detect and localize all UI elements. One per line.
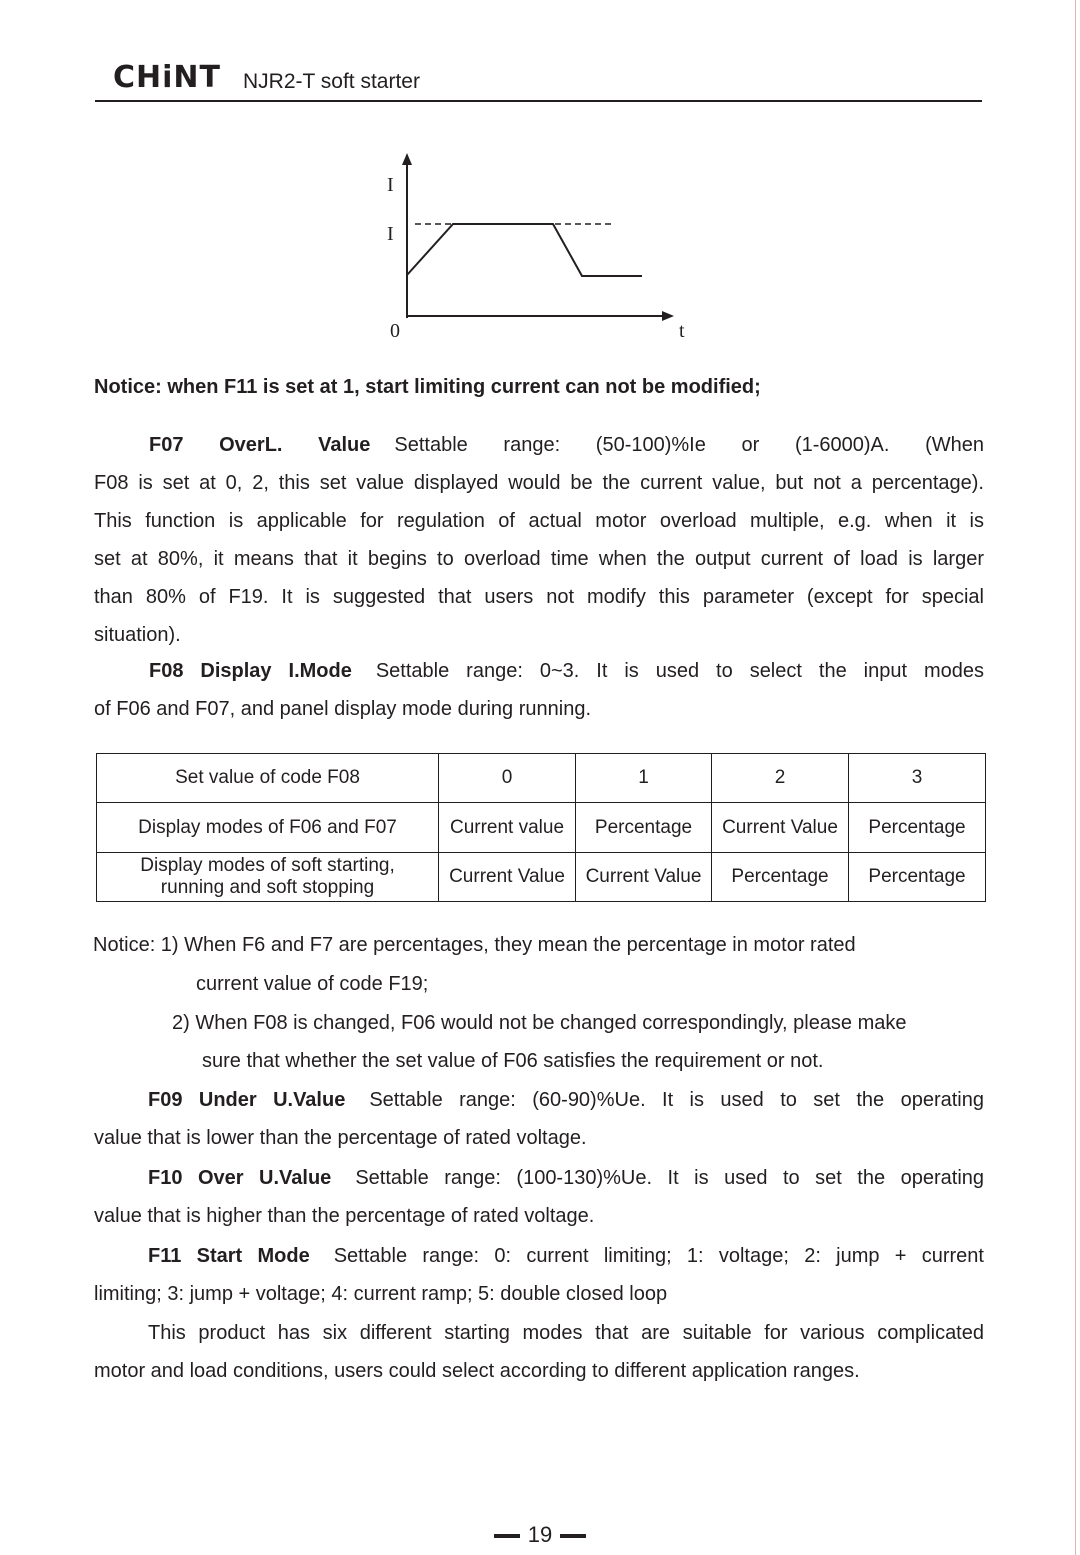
f07-line-2: F08 is set at 0, 2, this set value displayed would be the current value, but not a percentage). [94, 472, 984, 494]
f10-line-1: F10 Over U.Value Settable range: (100-130)%Ue. It is used to set the operating [148, 1167, 985, 1189]
notice-1-line-2: current value of code F19; [196, 973, 429, 995]
f08-term: F08 Display I.Mode [149, 660, 352, 682]
table-cell: Percentage [576, 803, 712, 853]
f10-term: F10 Over U.Value [148, 1167, 332, 1189]
f08-paragraph [94, 652, 984, 728]
table-cell: Current Value [576, 853, 712, 902]
notice-1-line-1: Notice: 1) When F6 and F7 are percentages, they mean the percentage in motor rated [93, 934, 856, 956]
closing-paragraph [94, 1314, 984, 1390]
table-cell: Current Value [712, 803, 849, 853]
table-cell: 0 [439, 754, 576, 803]
page-dash-left [494, 1534, 520, 1538]
x-axis-arrow [662, 311, 674, 321]
page-header [95, 58, 982, 102]
table-cell: Display modes of soft starting, running and soft stopping [97, 853, 439, 902]
table-cell: 1 [576, 754, 712, 803]
page-dash-right [560, 1534, 586, 1538]
f11-line-1: F11 Start Mode Settable range: 0: current limiting; 1: voltage; 2: jump + current [148, 1245, 984, 1267]
notice-2-line-2: sure that whether the set value of F06 satisfies the requirement or not. [202, 1050, 824, 1072]
f07-paragraph [94, 426, 984, 654]
header-title: NJR2-T soft starter [243, 70, 420, 93]
table-cell: Percentage [849, 853, 986, 902]
f08-line-2: of F06 and F07, and panel display mode during running. [94, 698, 592, 720]
closing-line-2: motor and load conditions, users could select according to different application ranges. [94, 1360, 860, 1382]
f10-paragraph [94, 1159, 984, 1235]
x-label: t [679, 320, 685, 342]
f11-term: F11 Start Mode [148, 1245, 310, 1267]
table-cell: Set value of code F08 [97, 754, 439, 803]
f07-line-4: set at 80%, it means that it begins to overload time when the output current of load is larger [94, 548, 984, 570]
f10-line-2: value that is higher than the percentage of rated voltage. [94, 1205, 595, 1227]
notice-2-line-1: 2) When F08 is changed, F06 would not be changed correspondingly, please make [172, 1012, 907, 1034]
table-cell: Current value [439, 803, 576, 853]
f07-term: F07 OverL. Value [149, 434, 371, 456]
current-curve [407, 224, 642, 276]
table-cell: 3 [849, 754, 986, 803]
table-cell: Percentage [849, 803, 986, 853]
page-edge-line [1075, 0, 1076, 1555]
f09-line-2: value that is lower than the percentage of rated voltage. [94, 1127, 587, 1149]
f08-display-table [96, 753, 986, 902]
closing-line-1: This product has six different starting modes that are suitable for various complicated [148, 1322, 984, 1344]
f09-term: F09 Under U.Value [148, 1089, 346, 1111]
f09-paragraph [94, 1081, 984, 1157]
table-header-row [97, 754, 986, 803]
f07-line-1: F07 OverL. Value Settable range: (50-100)%Ie or (1-6000)A. (When [149, 434, 984, 456]
chint-logo: CHiNT [113, 60, 221, 95]
y-axis-arrow [402, 153, 412, 165]
table-cell: Percentage [712, 853, 849, 902]
table-cell: Current Value [439, 853, 576, 902]
y-label-top: I [387, 174, 394, 196]
table-row [97, 803, 986, 853]
y-label-mid: I [387, 223, 394, 245]
current-limit-diagram [380, 150, 700, 350]
f07-line-5: than 80% of F19. It is suggested that users not modify this parameter (except for special [94, 586, 984, 608]
origin-label: 0 [390, 320, 400, 342]
f08-line-1: F08 Display I.Mode Settable range: 0~3. It is used to select the input modes [149, 660, 984, 682]
table-cell: 2 [712, 754, 849, 803]
f07-line-3: This function is applicable for regulation of actual motor overload multiple, e.g. when it is [94, 510, 984, 532]
f09-line-1: F09 Under U.Value Settable range: (60-90)%Ue. It is used to set the operating [148, 1089, 984, 1111]
f11-paragraph [94, 1237, 984, 1313]
table-cell: Display modes of F06 and F07 [97, 803, 439, 853]
page-number: 19 [480, 1522, 600, 1548]
f11-line-2: limiting; 3: jump + voltage; 4: current ramp; 5: double closed loop [94, 1283, 668, 1305]
notice-f11: Notice: when F11 is set at 1, start limiting current can not be modified; [94, 376, 761, 398]
table-row [97, 853, 986, 902]
f07-line-6: situation). [94, 624, 181, 646]
